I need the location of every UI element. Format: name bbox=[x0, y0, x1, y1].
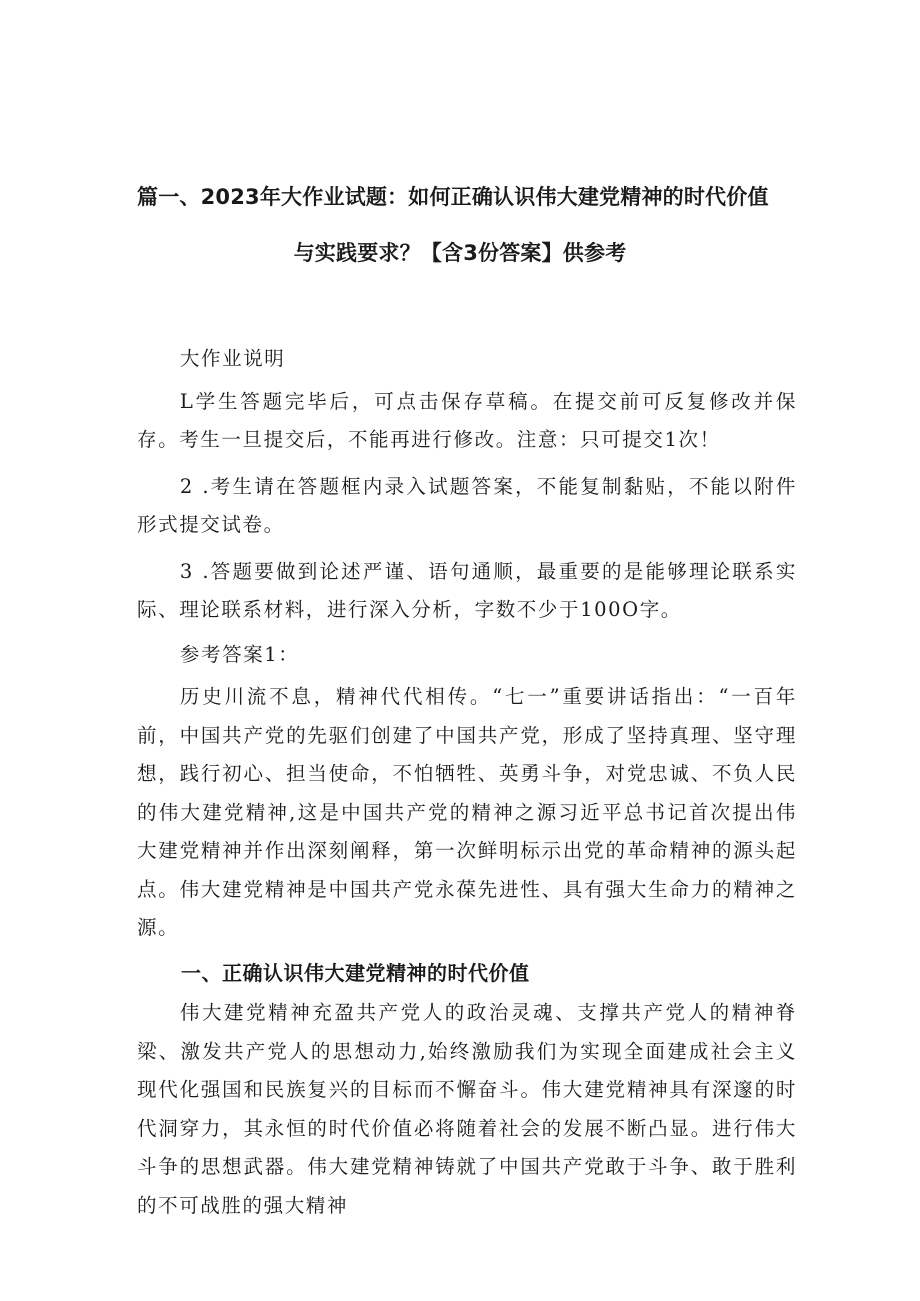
instructions-heading: 大作业说明 bbox=[179, 347, 286, 370]
document-title-line-1: 篇一、2023年大作业试题：如何正确认识伟大建党精神的时代价值 bbox=[137, 185, 769, 209]
instruction-item-2: 2 .考生请在答题框内录入试题答案，不能复制黏贴，不能以附件形式提交试卷。 bbox=[137, 474, 797, 536]
instruction-item-3: 3 .答题要做到论述严谨、语句通顺，最重要的是能够理论联系实际、理论联系材料，进行深入分析，字数不少于100O字。 bbox=[137, 559, 797, 621]
section-1-heading: 一、正确认识伟大建党精神的时代价值 bbox=[181, 960, 530, 985]
document-body bbox=[137, 340, 797, 1225]
answer-1-label: 参考答案1： bbox=[179, 642, 300, 666]
document-title-line-2: 与实践要求？【含3份答案】供参考 bbox=[293, 241, 627, 265]
answer-1-intro: 历史川流不息，精神代代相传。“七一”重要讲话指出：“一百年前，中国共产党的先驱们创建了中国共产党，形成了坚持真理、坚守理想，践行初心、担当使命，不怕牺牲、英勇斗争，对党忠诚、不负人民的伟大建党精神,这是中国共产党的精神之源习近平总书记首次提出伟大建党精神并作出深刻阐释，第一次鲜明标示出党的革命精神的源头起点。伟大建党精神是中国共产党永葆先进性、具有强大生命力的精神之源。 bbox=[137, 685, 797, 939]
instruction-item-1: L学生答题完毕后，可点击保存草稿。在提交前可反复修改并保存。考生一旦提交后，不能再进行修改。注意：只可提交1次！ bbox=[137, 389, 797, 451]
section-1-paragraph: 伟大建党精神充盈共产党人的政治灵魂、支撑共产党人的精神脊梁、激发共产党人的思想动力,始终激励我们为实现全面建成社会主义现代化强国和民族复兴的目标而不懈奋斗。伟大建党精神具有深邃的时代洞穿力，其永恒的时代价值必将随着社会的发展不断凸显。进行伟大斗争的思想武器。伟大建党精神铸就了中国共产党敢于斗争、敢于胜利的不可战胜的强大精神 bbox=[137, 1001, 797, 1217]
